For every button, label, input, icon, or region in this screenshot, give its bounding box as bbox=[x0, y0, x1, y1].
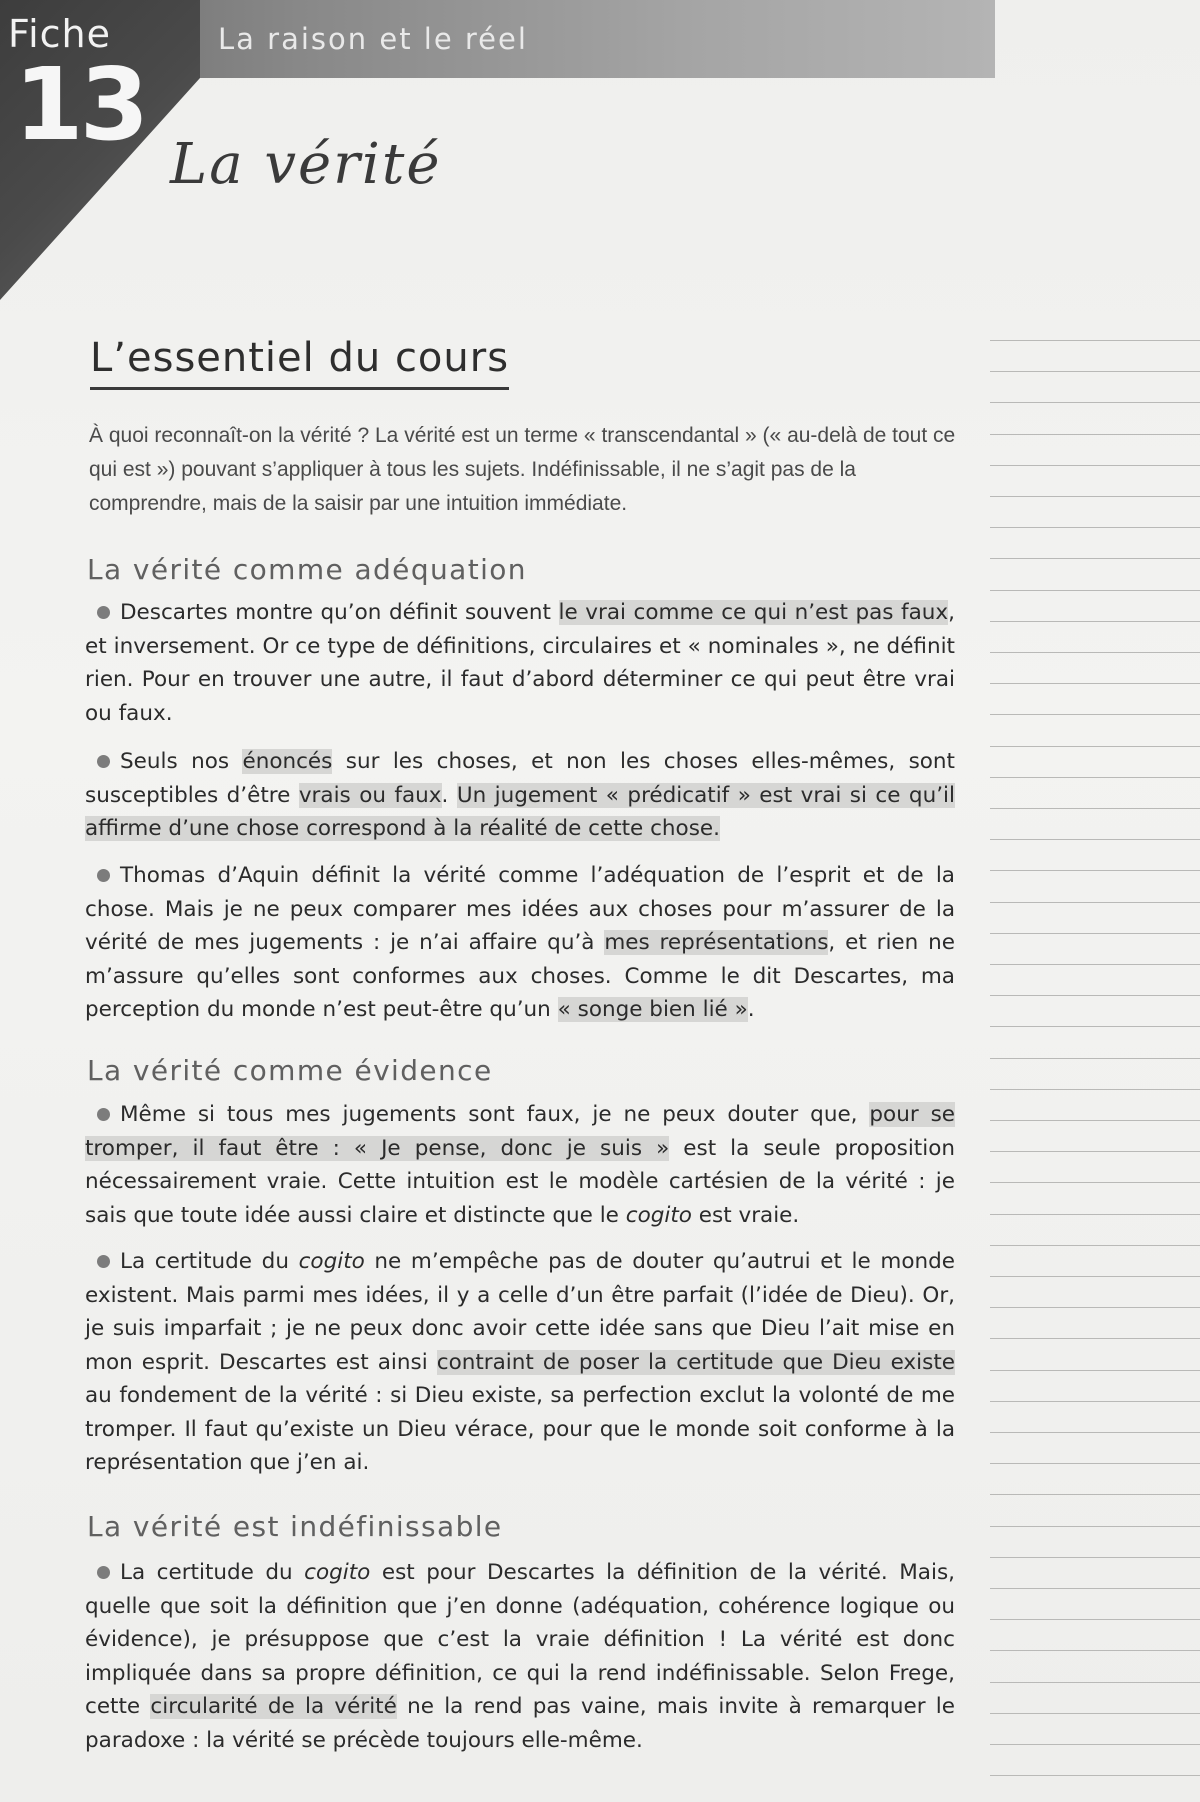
highlighted-text: « songe bien lié » bbox=[557, 997, 748, 1022]
note-rule-line bbox=[990, 683, 1200, 684]
note-rule-line bbox=[990, 714, 1200, 715]
note-lines bbox=[990, 330, 1200, 1800]
text-run: est vraie. bbox=[691, 1202, 800, 1228]
fiche-label: Fiche bbox=[8, 12, 112, 56]
note-rule-line bbox=[990, 434, 1200, 435]
text-run: , et rien ne m’assure qu’elles sont conformes aux choses. Comme le dit Descartes, ma perception du monde n’est peut-être qu’un bbox=[85, 930, 955, 1022]
note-rule-line bbox=[990, 870, 1200, 871]
paragraph bbox=[85, 1098, 955, 1232]
note-rule-line bbox=[990, 1245, 1200, 1246]
note-rule-line bbox=[990, 1401, 1200, 1402]
text-run: Thomas d’Aquin définit la vérité comme l’adéquation de l’esprit et de la chose. Mais je ne peux comparer mes idées aux choses pour m’assurer de la vérité de mes jugements : je n’ai affaire qu’à bbox=[85, 863, 955, 955]
text-run: ne la rend pas vaine, mais invite à remarquer le paradoxe : la vérité se précède toujours elle-même. bbox=[85, 1694, 955, 1753]
text-run: Descartes montre qu’on définit souvent bbox=[120, 600, 559, 625]
note-rule-line bbox=[990, 1182, 1200, 1183]
highlighted-text: énoncés bbox=[242, 749, 333, 774]
paragraph bbox=[85, 1556, 955, 1757]
note-rule-line bbox=[990, 1619, 1200, 1620]
text-run: sur les choses, et non les choses elles-mêmes, sont susceptibles d’être bbox=[85, 749, 955, 808]
note-rule-line bbox=[990, 1494, 1200, 1495]
bullet-icon bbox=[97, 869, 110, 882]
note-rule-line bbox=[990, 1682, 1200, 1683]
bullet-icon bbox=[97, 606, 110, 619]
paragraph bbox=[85, 1245, 955, 1480]
text-run: est la seule proposition nécessairement vraie. Cette intuition est le modèle cartésien de la vérité : je sais que toute idée aussi claire et distincte que le bbox=[85, 1135, 955, 1228]
section-heading: La vérité est indéfinissable bbox=[87, 1510, 503, 1543]
paragraph bbox=[85, 859, 955, 1027]
highlighted-text: le vrai comme ce qui n’est pas faux bbox=[558, 600, 949, 625]
note-rule-line bbox=[990, 1775, 1200, 1776]
text-run: Seuls nos bbox=[120, 749, 243, 774]
note-rule-line bbox=[990, 1432, 1200, 1433]
fiche-number: 13 bbox=[14, 46, 146, 163]
note-rule-line bbox=[990, 808, 1200, 809]
note-rule-line bbox=[990, 1026, 1200, 1027]
intro-paragraph: À quoi reconnaît-on la vérité ? La vérité est un terme « transcendantal » (« au-delà de tout ce qui est ») pouvant s’appliquer à tous les sujets. Indéfinissable, il ne s’agit pas de la comprendre, mais de la saisir par une intuition immédiate. bbox=[89, 424, 956, 515]
note-rule-line bbox=[990, 1463, 1200, 1464]
section-label: La raison et le réel bbox=[218, 22, 528, 56]
note-rule-line bbox=[990, 1307, 1200, 1308]
italic-text: cogito bbox=[298, 1249, 365, 1274]
highlighted-text: vrais ou faux bbox=[298, 782, 442, 808]
note-rule-line bbox=[990, 590, 1200, 591]
note-rule-line bbox=[990, 1120, 1200, 1121]
note-rule-line bbox=[990, 1370, 1200, 1371]
note-rule-line bbox=[990, 1089, 1200, 1090]
note-rule-line bbox=[990, 558, 1200, 559]
text-run: La certitude du bbox=[120, 1560, 305, 1585]
note-rule-line bbox=[990, 777, 1200, 778]
note-rule-line bbox=[990, 1276, 1200, 1277]
bullet-icon bbox=[97, 755, 110, 768]
bullet-icon bbox=[97, 1108, 110, 1121]
note-rule-line bbox=[990, 1526, 1200, 1527]
note-rule-line bbox=[990, 402, 1200, 403]
note-rule-line bbox=[990, 1214, 1200, 1215]
section-heading: La vérité comme adéquation bbox=[87, 553, 527, 586]
bullet-icon bbox=[97, 1566, 110, 1579]
note-rule-line bbox=[990, 527, 1200, 528]
note-rule-line bbox=[990, 496, 1200, 497]
note-rule-line bbox=[990, 839, 1200, 840]
paragraph bbox=[85, 745, 955, 846]
italic-text: cogito bbox=[625, 1202, 692, 1228]
highlighted-text: circularité de la vérité bbox=[150, 1694, 397, 1719]
text-run: ne m’empêche pas de douter qu’autrui et le monde existent. Mais parmi mes idées, il y a celle d’un être parfait (l’idée de Dieu). Or, je suis imparfait ; je ne peux donc avoir cette idée sans que Dieu l’ait mise en mon esprit. Descartes est ainsi bbox=[85, 1249, 956, 1375]
note-rule-line bbox=[990, 340, 1200, 341]
text-run: . bbox=[441, 782, 457, 808]
italic-text: cogito bbox=[304, 1560, 371, 1585]
note-rule-line bbox=[990, 621, 1200, 622]
note-rule-line bbox=[990, 1151, 1200, 1152]
paragraph bbox=[85, 596, 955, 730]
note-rule-line bbox=[990, 964, 1200, 965]
highlighted-text: contraint de poser la certitude que Dieu existe bbox=[436, 1349, 955, 1375]
text-run: Même si tous mes jugements sont faux, je ne peux douter que, bbox=[120, 1102, 870, 1127]
note-rule-line bbox=[990, 1650, 1200, 1651]
text-run: , et inversement. Or ce type de définitions, circulaires et « nominales », ne définit rien. Pour en trouver une autre, il faut d’abord déterminer ce qui peut être vrai ou faux. bbox=[85, 600, 955, 726]
note-rule-line bbox=[990, 465, 1200, 466]
note-rule-line bbox=[990, 371, 1200, 372]
main-heading: L’essentiel du cours bbox=[90, 335, 509, 390]
text-run: au fondement de la vérité : si Dieu existe, sa perfection exclut la volonté de me tromper. Il faut qu’existe un Dieu vérace, pour que le monde soit conforme à la représentation que j’en ai. bbox=[85, 1383, 955, 1475]
note-rule-line bbox=[990, 746, 1200, 747]
section-heading: La vérité comme évidence bbox=[87, 1054, 493, 1087]
text-run: La certitude du bbox=[120, 1249, 299, 1274]
bullet-icon bbox=[97, 1255, 110, 1268]
note-rule-line bbox=[990, 1744, 1200, 1745]
text-run: est pour Descartes la définition de la vérité. Mais, quelle que soit la définition que j’en donne (adéquation, cohérence logique ou évidence), je présuppose que c’est la vraie définition ! La vérité est donc impliquée dans sa propre définition, ce qui la rend indéfinissable. Selon Frege, cette bbox=[85, 1560, 955, 1719]
text-run: . bbox=[747, 997, 755, 1022]
note-rule-line bbox=[990, 1588, 1200, 1589]
page-title: La vérité bbox=[170, 132, 442, 197]
note-rule-line bbox=[990, 995, 1200, 996]
note-rule-line bbox=[990, 1713, 1200, 1714]
note-rule-line bbox=[990, 1058, 1200, 1059]
note-rule-line bbox=[990, 1338, 1200, 1339]
highlighted-text: mes représentations bbox=[604, 930, 829, 955]
note-rule-line bbox=[990, 933, 1200, 934]
note-rule-line bbox=[990, 1557, 1200, 1558]
note-rule-line bbox=[990, 652, 1200, 653]
highlighted-text: pour se tromper, il faut être : « Je pense, donc je suis » bbox=[85, 1102, 955, 1161]
note-rule-line bbox=[990, 902, 1200, 903]
highlighted-text: Un jugement « prédicatif » est vrai si ce qu’il affirme d’une chose correspond à la réalité de cette chose. bbox=[85, 782, 955, 841]
